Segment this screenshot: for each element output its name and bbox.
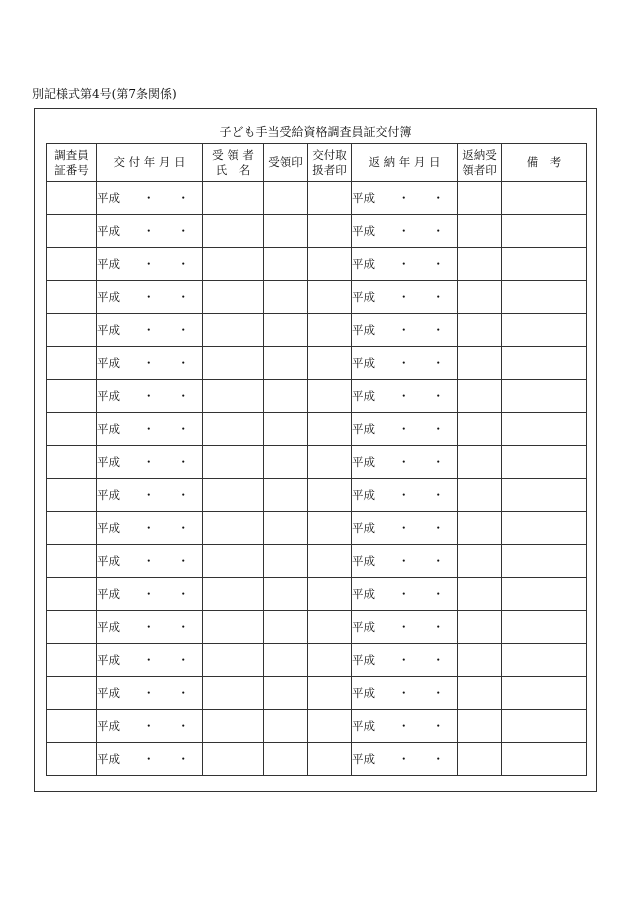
table-row	[47, 248, 587, 281]
cell-id-no	[47, 479, 97, 512]
header-receipt-seal: 受領印	[264, 144, 308, 182]
cell-return-date: 平成 ・ ・	[352, 743, 458, 776]
cell-id-no	[47, 743, 97, 776]
cell-issue-date: 平成 ・ ・	[97, 182, 203, 215]
cell-id-no	[47, 314, 97, 347]
table-row	[47, 545, 587, 578]
header-id-no: 調査員 証番号	[47, 144, 97, 182]
cell-receipt-seal	[264, 413, 308, 446]
cell-remarks	[502, 644, 587, 677]
cell-receipt-seal	[264, 644, 308, 677]
cell-issuer-seal	[308, 677, 352, 710]
cell-id-no	[47, 545, 97, 578]
cell-issuer-seal	[308, 578, 352, 611]
register-body	[47, 182, 587, 776]
cell-issue-date: 平成 ・ ・	[97, 479, 203, 512]
cell-issuer-seal	[308, 347, 352, 380]
cell-issue-date: 平成 ・ ・	[97, 281, 203, 314]
cell-return-date: 平成 ・ ・	[352, 347, 458, 380]
cell-recipient-name	[203, 446, 264, 479]
cell-issue-date: 平成 ・ ・	[97, 545, 203, 578]
table-row	[47, 413, 587, 446]
cell-issuer-seal	[308, 380, 352, 413]
cell-returner-seal	[458, 281, 502, 314]
cell-remarks	[502, 578, 587, 611]
cell-issuer-seal	[308, 545, 352, 578]
cell-return-date: 平成 ・ ・	[352, 446, 458, 479]
cell-receipt-seal	[264, 380, 308, 413]
cell-remarks	[502, 215, 587, 248]
cell-returner-seal	[458, 182, 502, 215]
table-row	[47, 743, 587, 776]
cell-returner-seal	[458, 446, 502, 479]
cell-id-no	[47, 215, 97, 248]
cell-issue-date: 平成 ・ ・	[97, 248, 203, 281]
cell-recipient-name	[203, 512, 264, 545]
cell-return-date: 平成 ・ ・	[352, 380, 458, 413]
cell-return-date: 平成 ・ ・	[352, 677, 458, 710]
cell-return-date: 平成 ・ ・	[352, 710, 458, 743]
header-issuer-seal: 交付取 扱者印	[308, 144, 352, 182]
cell-receipt-seal	[264, 512, 308, 545]
cell-receipt-seal	[264, 545, 308, 578]
cell-recipient-name	[203, 611, 264, 644]
cell-return-date: 平成 ・ ・	[352, 281, 458, 314]
cell-return-date: 平成 ・ ・	[352, 512, 458, 545]
cell-recipient-name	[203, 314, 264, 347]
register-table	[46, 143, 587, 776]
cell-returner-seal	[458, 677, 502, 710]
cell-remarks	[502, 479, 587, 512]
cell-id-no	[47, 347, 97, 380]
cell-remarks	[502, 710, 587, 743]
cell-issue-date: 平成 ・ ・	[97, 314, 203, 347]
cell-remarks	[502, 281, 587, 314]
cell-receipt-seal	[264, 677, 308, 710]
cell-returner-seal	[458, 545, 502, 578]
cell-return-date: 平成 ・ ・	[352, 578, 458, 611]
cell-issuer-seal	[308, 215, 352, 248]
header-recipient-name: 受 領 者 氏 名	[203, 144, 264, 182]
header-return-date: 返 納 年 月 日	[352, 144, 458, 182]
cell-issuer-seal	[308, 743, 352, 776]
cell-receipt-seal	[264, 743, 308, 776]
cell-issuer-seal	[308, 644, 352, 677]
cell-returner-seal	[458, 611, 502, 644]
cell-issue-date: 平成 ・ ・	[97, 380, 203, 413]
cell-recipient-name	[203, 380, 264, 413]
cell-id-no	[47, 281, 97, 314]
cell-receipt-seal	[264, 611, 308, 644]
cell-returner-seal	[458, 380, 502, 413]
cell-remarks	[502, 446, 587, 479]
cell-id-no	[47, 413, 97, 446]
cell-issue-date: 平成 ・ ・	[97, 578, 203, 611]
cell-issue-date: 平成 ・ ・	[97, 446, 203, 479]
cell-recipient-name	[203, 677, 264, 710]
cell-return-date: 平成 ・ ・	[352, 644, 458, 677]
cell-receipt-seal	[264, 578, 308, 611]
form-title: 子ども手当受給資格調査員証交付簿	[219, 125, 412, 139]
table-row	[47, 446, 587, 479]
table-row	[47, 215, 587, 248]
cell-id-no	[47, 512, 97, 545]
cell-returner-seal	[458, 710, 502, 743]
cell-recipient-name	[203, 743, 264, 776]
cell-receipt-seal	[264, 446, 308, 479]
cell-issue-date: 平成 ・ ・	[97, 677, 203, 710]
cell-recipient-name	[203, 710, 264, 743]
cell-returner-seal	[458, 314, 502, 347]
cell-return-date: 平成 ・ ・	[352, 479, 458, 512]
cell-returner-seal	[458, 512, 502, 545]
cell-issuer-seal	[308, 314, 352, 347]
cell-recipient-name	[203, 545, 264, 578]
cell-recipient-name	[203, 281, 264, 314]
form-reference: 別記様式第4号(第7条関係)	[32, 87, 177, 101]
cell-remarks	[502, 743, 587, 776]
cell-receipt-seal	[264, 248, 308, 281]
cell-issue-date: 平成 ・ ・	[97, 347, 203, 380]
cell-issuer-seal	[308, 248, 352, 281]
table-row	[47, 644, 587, 677]
cell-recipient-name	[203, 182, 264, 215]
cell-remarks	[502, 413, 587, 446]
table-row	[47, 281, 587, 314]
cell-receipt-seal	[264, 347, 308, 380]
cell-recipient-name	[203, 248, 264, 281]
cell-issuer-seal	[308, 512, 352, 545]
cell-returner-seal	[458, 248, 502, 281]
cell-return-date: 平成 ・ ・	[352, 545, 458, 578]
cell-return-date: 平成 ・ ・	[352, 413, 458, 446]
cell-remarks	[502, 380, 587, 413]
table-row	[47, 578, 587, 611]
cell-returner-seal	[458, 347, 502, 380]
cell-returner-seal	[458, 479, 502, 512]
cell-issuer-seal	[308, 479, 352, 512]
cell-receipt-seal	[264, 314, 308, 347]
cell-receipt-seal	[264, 215, 308, 248]
cell-remarks	[502, 347, 587, 380]
cell-issuer-seal	[308, 446, 352, 479]
cell-issuer-seal	[308, 611, 352, 644]
cell-remarks	[502, 545, 587, 578]
cell-return-date: 平成 ・ ・	[352, 611, 458, 644]
header-remarks: 備 考	[502, 144, 587, 182]
cell-receipt-seal	[264, 281, 308, 314]
header-issue-date: 交 付 年 月 日	[97, 144, 203, 182]
cell-recipient-name	[203, 479, 264, 512]
cell-receipt-seal	[264, 479, 308, 512]
cell-id-no	[47, 710, 97, 743]
cell-receipt-seal	[264, 710, 308, 743]
cell-return-date: 平成 ・ ・	[352, 248, 458, 281]
cell-issuer-seal	[308, 413, 352, 446]
cell-issue-date: 平成 ・ ・	[97, 710, 203, 743]
table-row	[47, 512, 587, 545]
cell-recipient-name	[203, 578, 264, 611]
cell-returner-seal	[458, 644, 502, 677]
cell-remarks	[502, 182, 587, 215]
header-row	[47, 144, 587, 182]
cell-id-no	[47, 644, 97, 677]
cell-issue-date: 平成 ・ ・	[97, 743, 203, 776]
cell-remarks	[502, 512, 587, 545]
cell-issue-date: 平成 ・ ・	[97, 611, 203, 644]
cell-id-no	[47, 380, 97, 413]
table-row	[47, 611, 587, 644]
cell-issuer-seal	[308, 182, 352, 215]
cell-returner-seal	[458, 215, 502, 248]
cell-remarks	[502, 248, 587, 281]
cell-recipient-name	[203, 413, 264, 446]
cell-recipient-name	[203, 347, 264, 380]
table-row	[47, 182, 587, 215]
cell-id-no	[47, 182, 97, 215]
cell-issue-date: 平成 ・ ・	[97, 215, 203, 248]
cell-id-no	[47, 611, 97, 644]
cell-return-date: 平成 ・ ・	[352, 314, 458, 347]
cell-id-no	[47, 446, 97, 479]
table-row	[47, 677, 587, 710]
cell-remarks	[502, 611, 587, 644]
cell-issue-date: 平成 ・ ・	[97, 644, 203, 677]
cell-recipient-name	[203, 215, 264, 248]
cell-return-date: 平成 ・ ・	[352, 215, 458, 248]
cell-issue-date: 平成 ・ ・	[97, 512, 203, 545]
cell-id-no	[47, 677, 97, 710]
cell-id-no	[47, 248, 97, 281]
cell-id-no	[47, 578, 97, 611]
cell-returner-seal	[458, 743, 502, 776]
cell-returner-seal	[458, 413, 502, 446]
header-returner-seal: 返納受 領者印	[458, 144, 502, 182]
table-row	[47, 380, 587, 413]
table-row	[47, 314, 587, 347]
table-row	[47, 347, 587, 380]
cell-remarks	[502, 314, 587, 347]
cell-returner-seal	[458, 578, 502, 611]
cell-remarks	[502, 677, 587, 710]
cell-receipt-seal	[264, 182, 308, 215]
cell-return-date: 平成 ・ ・	[352, 182, 458, 215]
table-row	[47, 479, 587, 512]
table-row	[47, 710, 587, 743]
cell-recipient-name	[203, 644, 264, 677]
form-frame	[34, 108, 597, 792]
cell-issuer-seal	[308, 281, 352, 314]
cell-issuer-seal	[308, 710, 352, 743]
cell-issue-date: 平成 ・ ・	[97, 413, 203, 446]
